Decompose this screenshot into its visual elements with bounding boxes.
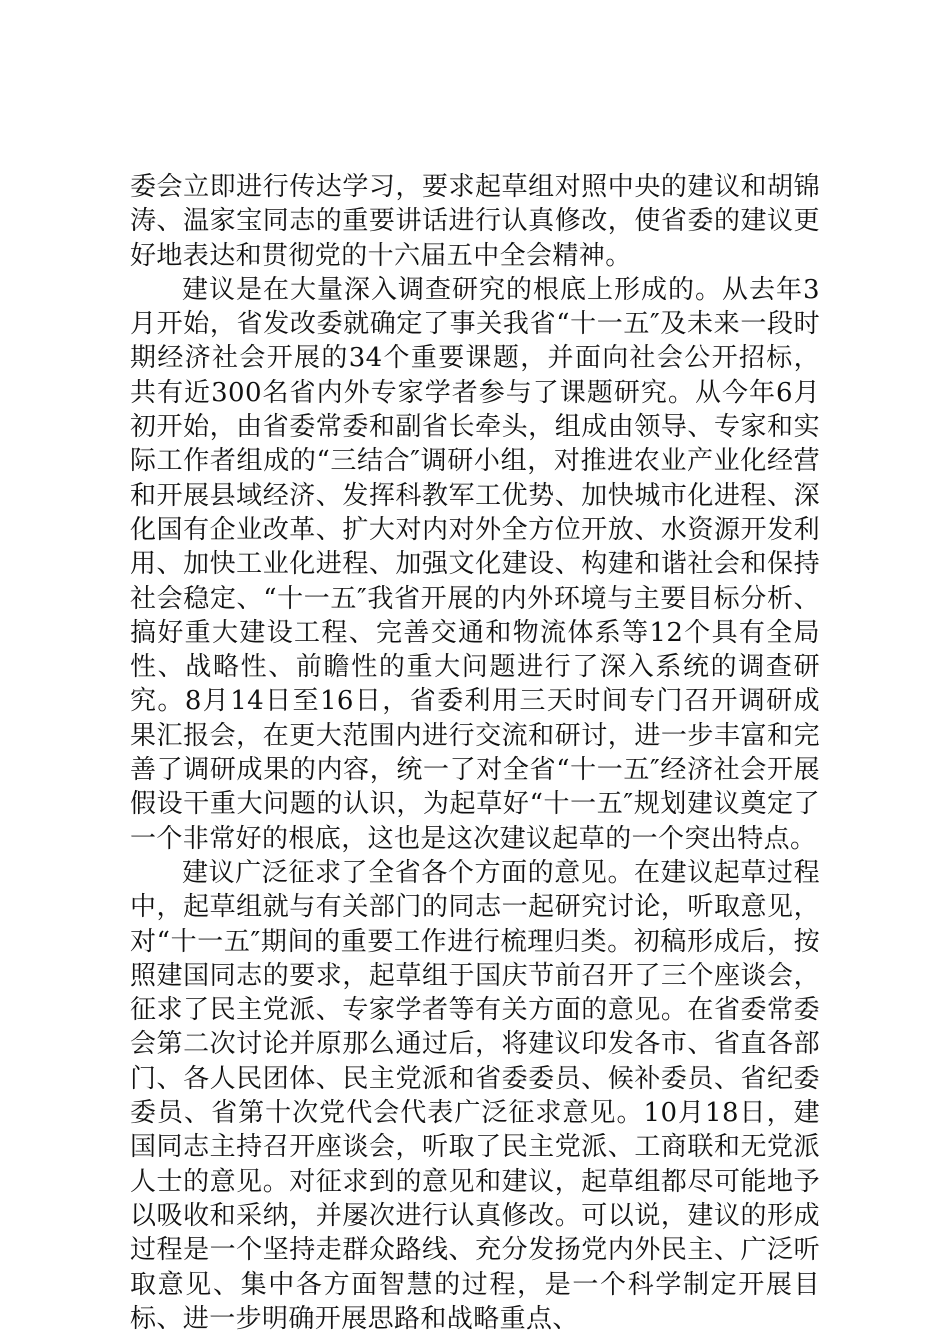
paragraph-continuation: 委会立即进行传达学习，要求起草组对照中央的建议和胡锦涛、温家宝同志的重要讲话进行认真修改，使省委的建议更好地表达和贯彻党的十六届五中全会精神。 bbox=[130, 172, 820, 271]
paragraph-research: 建议是在大量深入调查研究的根底上形成的。从去年3月开始，省发改委就确定了事关我省“十一五″及未来一段时期经济社会开展的34个重要课题，并面向社会公开招标，共有近300名省内外专家学者参与了课题研究。从今年6月初开始，由省委常委和副省长牵头，组成由领导、专家和实际工作者组成的“三结合″调研小组，对推进农业产业化经营和开展县域经济、发挥科教军工优势、加快城市化进程、深化国有企业改革、扩大对内对外全方位开放、水资源开发利用、加快工业化进程、加强文化建设、构建和谐社会和保持社会稳定、“十一五″我省开展的内外环境与主要目标分析、搞好重大建设工程、完善交通和物流体系等12个具有全局性、战略性、前瞻性的重大问题进行了深入系统的调查研究。8月14日至16日，省委利用三天时间专门召开调研成果汇报会，在更大范围内进行交流和研讨，进一步丰富和完善了调研成果的内容，统一了对全省“十一五″经济社会开展假设干重大问题的认识，为起草好“十一五″规划建议奠定了一个非常好的根底，这也是这次建议起草的一个突出特点。 bbox=[130, 274, 820, 854]
paragraph-consultation: 建议广泛征求了全省各个方面的意见。在建议起草过程中，起草组就与有关部门的同志一起研究讨论，听取意见，对“十一五″期间的重要工作进行梳理归类。初稿形成后，按照建国同志的要求，起草组于国庆节前召开了三个座谈会，征求了民主党派、专家学者等有关方面的意见。在省委常委会第二次讨论并原那么通过后，将建议印发各市、省直各部门、各人民团体、民主党派和省委委员、候补委员、省纪委委员、省第十次党代会代表广泛征求意见。10月18日，建国同志主持召开座谈会，听取了民主党派、工商联和无党派人士的意见。对征求到的意见和建议，起草组都尽可能地予以吸收和采纳，并屡次进行认真修改。可以说，建议的形成过程是一个坚持走群众路线、充分发扬党内外民主、广泛听取意见、集中各方面智慧的过程，是一个科学制定开展目标、进一步明确开展思路和战略重点、 bbox=[130, 857, 820, 1334]
document-body bbox=[130, 170, 820, 1336]
